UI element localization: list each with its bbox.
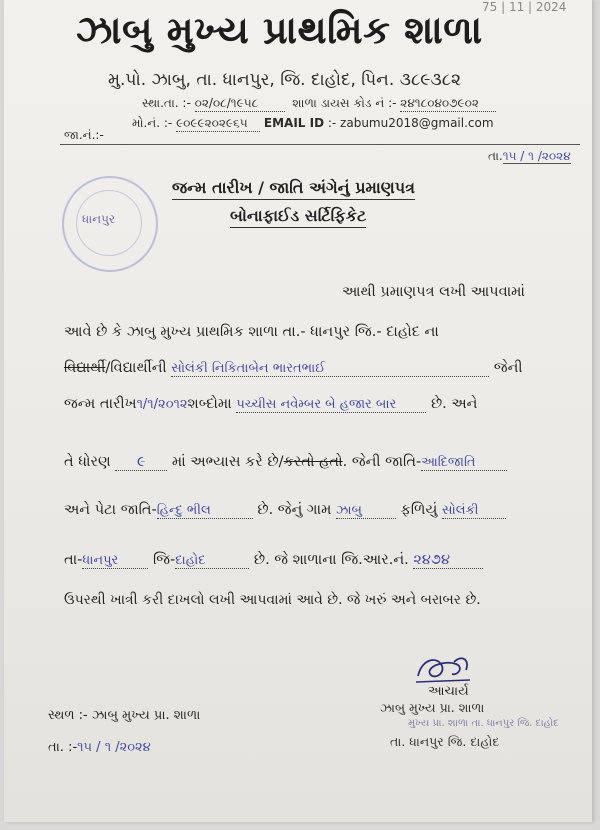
- subcaste-value: હિન્દુ ભીલ: [157, 503, 253, 519]
- certificate-title: જન્મ તારીખ / જાતિ અંગેનું પ્રમાણપત્ર: [172, 178, 415, 200]
- contact-line: મો.નં. :- ૯૦૯૯૨૦૨૯૬૫ EMAIL ID :- zabumu2018@gmail.com: [132, 116, 494, 130]
- caste-value: આદિજાતિ: [421, 455, 507, 471]
- issue-date: તા.૧૫ / ૧ /૨૦૨૪: [488, 149, 571, 163]
- outward-number-label: જા.નં.:-: [64, 128, 104, 142]
- pencil-ref-number: 75 | 11 | 2024: [482, 0, 567, 14]
- email-label: EMAIL ID: [263, 116, 325, 130]
- header-rule: [60, 144, 580, 145]
- signature-stamp: મુખ્ય પ્રા. શાળા તા. ધાનપુર જિ. દાહોદ: [408, 718, 559, 729]
- district-value: દાહોદ: [175, 553, 249, 569]
- standard-value: ૯: [115, 454, 167, 471]
- gr-number: ૨૪૭૪: [413, 552, 483, 569]
- standard-line: તે ધોરણ ૯ માં અભ્યાસ કરે છે/કરતો હતો. જેની જાતિ-આદિજાતિ: [64, 454, 507, 471]
- principal-signature: [412, 652, 474, 688]
- certificate-subtitle: બોનાફાઈડ સર્ટિફિકેટ: [230, 206, 366, 228]
- student-name: સોલંકી નિકિતાબેન ભારતભાઈ: [171, 361, 489, 377]
- dob-in-words: પચ્ચીસ નવેમ્બર બે હજાર બાર: [236, 397, 426, 413]
- signature-school-name: ઝાબુ મુખ્ય પ્રા. શાળા: [380, 700, 485, 715]
- school-round-stamp: [62, 176, 158, 272]
- taluka-value: ધાનપુર: [82, 553, 148, 569]
- student-line: વિદ્યાર્થી/વિદ્યાર્થીની સોલંકી નિકિતાબેન ભારતભાઈ જેની: [64, 360, 523, 376]
- stamp-text: ધાનપુર: [82, 212, 116, 226]
- dob-value: ૧/૧/૨૦૧૨: [136, 397, 188, 412]
- school-address: મુ.પો. ઝાબુ, તા. ધાનપુર, જિ. દાહોદ, પિન. ૩૮૯૩૮૨: [108, 70, 462, 90]
- faliyu-value: સોલંકી: [442, 503, 506, 519]
- subcaste-line: અને પેટા જાતિ-હિન્દુ ભીલ છે. જેનું ગામ ઝાબુ ફળિયું સોલંકી: [64, 502, 506, 519]
- intro-text: આથી પ્રમાણપત્ર લખી આપવામાં: [342, 284, 525, 300]
- designation-label: આચાર્ય: [428, 684, 469, 699]
- footer-date-line: તા. :-૧૫ / ૧ /૨૦૨૪: [48, 740, 151, 755]
- place-line: સ્થળ :- ઝાબુ મુખ્ય પ્રા. શાળા: [48, 708, 201, 723]
- school-name: ઝાબુ મુખ્ય પ્રાથમિક શાળા: [76, 8, 483, 52]
- dob-line: જન્મ તારીખ૧/૧/૨૦૧૨શબ્દોમા પચ્ચીસ નવેમ્બર બે હજાર બાર છે. અને: [64, 396, 478, 412]
- email-value: :- zabumu2018@gmail.com: [327, 116, 494, 130]
- certificate-page: [4, 0, 592, 822]
- establishment-date: સ્થા.તા. :- ૦૨/૦૮/૧૯૫૮ શાળા ડાયસ કોડ નં :- ૨૪૧૮૦૪૦૭૯૦૨: [142, 96, 496, 112]
- body-line-1: આવે છે કે ઝાબુ મુખ્ય પ્રાથમિક શાળા તા.- ધાનપુર જિ.- દાહોદ ના: [64, 324, 439, 340]
- closing-line: ઉપરથી ખાત્રી કરી દાખલો લખી આપવામાં આવે છે. જે ખરું અને બરાબર છે.: [64, 592, 481, 608]
- taluka-line: તા-ધાનપુર જિ-દાહોદ છે. જે શાળાના જિ.આર.નં. ૨૪૭૪: [64, 552, 483, 569]
- village-value: ઝાબુ: [336, 503, 396, 519]
- signature-taluka: તા. ધાનપુર જિ. દાહોદ: [390, 734, 500, 749]
